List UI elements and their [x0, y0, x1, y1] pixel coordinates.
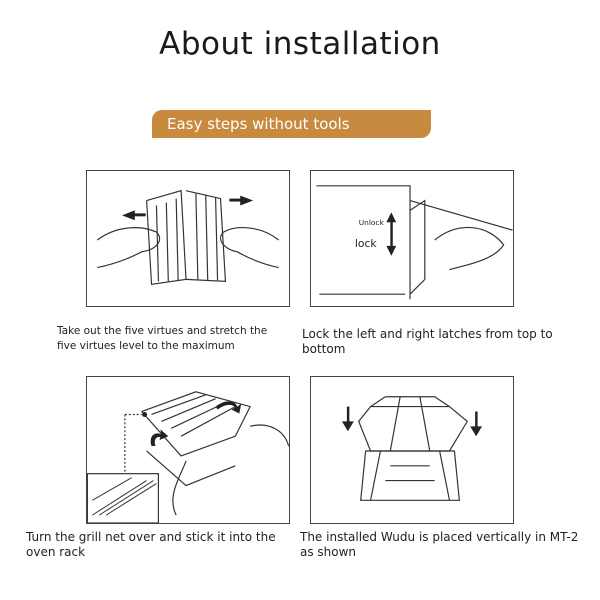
- page-title: About installation: [159, 26, 441, 62]
- step4-caption: The installed Wudu is placed vertically in MT-2 as shown: [300, 530, 579, 559]
- step3-marker: [142, 412, 147, 417]
- step1-arrows: [122, 196, 253, 221]
- step3-drawing: [87, 377, 289, 523]
- step3-caption: Turn the grill net over and stick it into the oven rack: [26, 530, 276, 559]
- step2-arrows: [386, 212, 396, 255]
- unlock-label: Unlock: [358, 218, 384, 228]
- steps-banner: Easy steps without tools: [152, 110, 431, 138]
- step2-caption: Lock the left and right latches from top to bottom: [302, 327, 553, 356]
- step1-illustration: [86, 170, 290, 307]
- step1-caption: Take out the five virtues and stretch the five virtues level to the maximum: [57, 325, 268, 352]
- step1-drawing: [87, 171, 289, 306]
- step4-drawing: [311, 377, 513, 523]
- step3-illustration: [86, 376, 290, 524]
- lock-label: lock: [354, 236, 377, 250]
- step2-drawing: [311, 171, 513, 306]
- step2-illustration: [310, 170, 514, 307]
- step4-illustration: [310, 376, 514, 524]
